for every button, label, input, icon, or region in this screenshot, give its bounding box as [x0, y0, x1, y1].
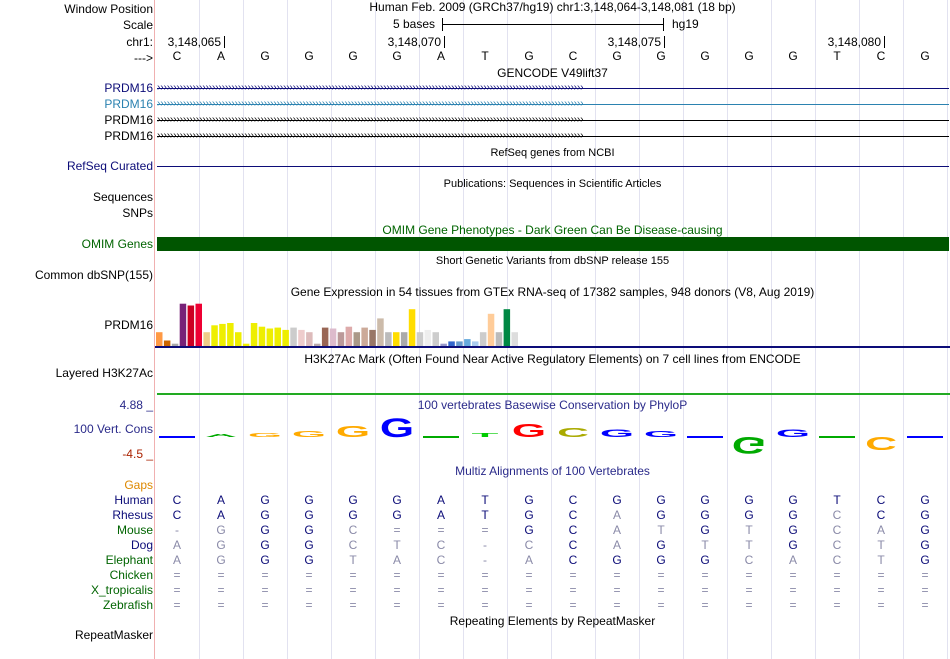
strand-arrows: ›››››››››››››››››››››››››››››››››››››››››››››››››››››››››››››››››››››››››››››››››››››››››››››››››››››››››››››››››››››››››››››››››››› — [157, 130, 584, 141]
conservation-min-label: -4.5 _ — [122, 447, 153, 461]
gencode-transcript-label[interactable]: PRDM16 — [104, 113, 153, 127]
multiz-base: = — [217, 598, 225, 612]
multiz-base: = — [217, 583, 225, 597]
multiz-base: G — [788, 493, 798, 507]
multiz-base: C — [832, 538, 842, 552]
multiz-base: - — [175, 523, 179, 537]
strand-arrows: ›››››››››››››››››››››››››››››››››››››››››››››››››››››››››››››››››››››››››››››››››››››››››››››››››››››››››››››››››››››››››››››››››››› — [157, 114, 584, 125]
multiz-base: C — [876, 493, 886, 507]
multiz-base: C — [524, 538, 534, 552]
multiz-base: G — [348, 493, 358, 507]
multiz-base: G — [260, 553, 270, 567]
multiz-base: G — [260, 508, 270, 522]
reference-base: G — [744, 49, 754, 63]
strand-arrows: ›››››››››››››››››››››››››››››››››››››››››››››››››››››››››››››››››››››››››››››››››››››››››››››››››››››››››››››››››››››››››››››››››››› — [157, 98, 584, 109]
dbsnp-label[interactable]: Common dbSNP(155) — [34, 268, 153, 282]
dbsnp-title: Short Genetic Variants from dbSNP release 155 — [435, 255, 670, 267]
multiz-base: G — [700, 493, 710, 507]
multiz-base: = — [921, 568, 929, 582]
multiz-base: T — [745, 523, 753, 537]
multiz-base: = — [701, 568, 709, 582]
gencode-title: GENCODE V49lift37 — [497, 66, 608, 80]
multiz-base: G — [524, 508, 534, 522]
multiz-base: C — [568, 523, 578, 537]
multiz-base: C — [348, 538, 358, 552]
multiz-base: = — [657, 568, 665, 582]
multiz-title: Multiz Alignments of 100 Vertebrates — [455, 464, 650, 478]
multiz-base: G — [920, 523, 930, 537]
multiz-base: = — [745, 568, 753, 582]
coordinate-label: 3,148,070 — [387, 35, 441, 49]
multiz-base: G — [524, 493, 534, 507]
multiz-base: - — [483, 553, 487, 567]
multiz-base: G — [788, 508, 798, 522]
multiz-base: = — [701, 583, 709, 597]
reference-base: C — [172, 49, 182, 63]
multiz-base: A — [172, 553, 181, 567]
multiz-base: = — [877, 583, 885, 597]
omim-label[interactable]: OMIM Genes — [81, 237, 153, 251]
reference-base: A — [216, 49, 225, 63]
conservation-letter: T — [471, 432, 499, 439]
multiz-base: T — [877, 553, 885, 567]
multiz-base: = — [789, 598, 797, 612]
multiz-base: = — [393, 598, 401, 612]
reference-base: G — [524, 49, 534, 63]
multiz-base: = — [481, 523, 489, 537]
multiz-base: G — [700, 523, 710, 537]
gtex-title: Gene Expression in 54 tissues from GTEx RNA-seq of 17382 samples, 948 donors (V8, Aug 2019) — [290, 285, 815, 299]
multiz-base: G — [656, 508, 666, 522]
multiz-base: = — [173, 568, 181, 582]
multiz-base: G — [304, 493, 314, 507]
multiz-base: A — [612, 523, 621, 537]
multiz-species-label[interactable]: Mouse — [116, 523, 153, 537]
multiz-base: A — [876, 523, 885, 537]
reference-base: G — [612, 49, 622, 63]
conservation-letter: G — [379, 412, 415, 443]
multiz-base: G — [304, 523, 314, 537]
conservation-label[interactable]: 100 Vert. Cons — [73, 422, 153, 436]
multiz-base: C — [568, 508, 578, 522]
multiz-base: A — [216, 508, 225, 522]
multiz-base: = — [657, 583, 665, 597]
multiz-base: A — [172, 538, 181, 552]
multiz-base: = — [305, 598, 313, 612]
multiz-base: G — [700, 553, 710, 567]
multiz-base: = — [217, 568, 225, 582]
multiz-base: G — [656, 553, 666, 567]
scale-label: Scale — [122, 18, 153, 32]
conservation-letter: C — [865, 432, 897, 454]
multiz-base: = — [569, 568, 577, 582]
multiz-base: C — [744, 553, 754, 567]
multiz-base: T — [481, 493, 489, 507]
gtex-label[interactable]: PRDM16 — [104, 318, 153, 332]
multiz-base: = — [437, 523, 445, 537]
multiz-base: = — [437, 568, 445, 582]
conservation-letter: A — [205, 433, 237, 438]
multiz-base: = — [833, 568, 841, 582]
multiz-base: = — [349, 568, 357, 582]
multiz-base: T — [349, 553, 357, 567]
conservation-letter: G — [775, 427, 811, 440]
multiz-base: A — [612, 508, 621, 522]
multiz-base: G — [788, 523, 798, 537]
reference-base: G — [348, 49, 358, 63]
multiz-base: A — [436, 508, 445, 522]
reference-base: G — [392, 49, 402, 63]
multiz-base: G — [392, 508, 402, 522]
reference-base: C — [876, 49, 886, 63]
conservation-letter: G — [731, 431, 767, 459]
coordinate-label: 3,148,080 — [827, 35, 881, 49]
multiz-species-label[interactable]: Dog — [130, 538, 153, 552]
publications-snps-label[interactable]: SNPs — [122, 206, 153, 220]
omim-title: OMIM Gene Phenotypes - Dark Green Can Be Disease-causing — [382, 223, 723, 237]
multiz-base: G — [788, 538, 798, 552]
multiz-base: = — [261, 568, 269, 582]
multiz-base: = — [613, 598, 621, 612]
multiz-base: - — [483, 538, 487, 552]
multiz-base: = — [745, 583, 753, 597]
multiz-gaps-label[interactable]: Gaps — [124, 478, 153, 492]
conservation-letter: G — [335, 422, 371, 441]
multiz-base: G — [524, 523, 534, 537]
multiz-base: G — [260, 523, 270, 537]
multiz-base: A — [524, 553, 533, 567]
publications-title: Publications: Sequences in Scientific Articles — [443, 178, 662, 190]
strand-label: ---> — [134, 51, 153, 65]
multiz-base: = — [481, 598, 489, 612]
multiz-base: C — [172, 493, 182, 507]
reference-base: G — [656, 49, 666, 63]
conservation-title: 100 vertebrates Basewise Conservation by PhyloP — [417, 398, 688, 412]
multiz-base: C — [172, 508, 182, 522]
multiz-base: T — [877, 538, 885, 552]
repeatmasker-title: Repeating Elements by RepeatMasker — [449, 614, 656, 628]
multiz-base: C — [568, 553, 578, 567]
multiz-base: = — [305, 568, 313, 582]
multiz-base: A — [788, 553, 797, 567]
conservation-letter: G — [291, 429, 327, 439]
multiz-base: G — [744, 493, 754, 507]
multiz-base: = — [569, 583, 577, 597]
multiz-base: T — [481, 508, 489, 522]
multiz-base: = — [789, 583, 797, 597]
multiz-base: = — [437, 598, 445, 612]
multiz-base: = — [877, 568, 885, 582]
gencode-transcript-label[interactable]: PRDM16 — [104, 129, 153, 143]
multiz-base: G — [304, 538, 314, 552]
multiz-base: = — [525, 598, 533, 612]
multiz-base: = — [613, 583, 621, 597]
reference-base: G — [260, 49, 270, 63]
multiz-base: G — [304, 508, 314, 522]
multiz-species-label[interactable]: Human — [114, 493, 153, 507]
reference-base: C — [568, 49, 578, 63]
multiz-base: = — [525, 568, 533, 582]
multiz-base: = — [437, 583, 445, 597]
conservation-letter: C — [557, 425, 589, 440]
multiz-species-label[interactable]: X_tropicalis — [90, 583, 153, 597]
multiz-base: G — [216, 523, 226, 537]
refseq-title: RefSeq genes from NCBI — [490, 147, 615, 159]
multiz-base: = — [261, 583, 269, 597]
multiz-base: = — [261, 598, 269, 612]
multiz-base: = — [481, 583, 489, 597]
multiz-base: T — [833, 493, 841, 507]
multiz-base: C — [876, 508, 886, 522]
multiz-base: A — [612, 538, 621, 552]
multiz-base: = — [393, 523, 401, 537]
multiz-base: G — [920, 553, 930, 567]
multiz-base: = — [349, 583, 357, 597]
multiz-base: A — [392, 553, 401, 567]
multiz-base: = — [525, 583, 533, 597]
multiz-base: T — [745, 538, 753, 552]
conservation-letter: G — [643, 429, 679, 439]
multiz-base: G — [744, 508, 754, 522]
conservation-bar — [907, 436, 943, 438]
multiz-base: G — [656, 538, 666, 552]
multiz-base: G — [216, 538, 226, 552]
multiz-base: G — [700, 508, 710, 522]
multiz-base: = — [349, 598, 357, 612]
multiz-base: G — [920, 538, 930, 552]
window-position-value: Human Feb. 2009 (GRCh37/hg19) chr1:3,148,064-3,148,081 (18 bp) — [369, 0, 736, 14]
multiz-base: = — [481, 568, 489, 582]
multiz-base: G — [920, 493, 930, 507]
h3k27ac-label[interactable]: Layered H3K27Ac — [55, 366, 153, 380]
multiz-base: A — [436, 493, 445, 507]
multiz-base: G — [304, 553, 314, 567]
multiz-base: C — [832, 523, 842, 537]
conservation-bar — [423, 436, 459, 438]
multiz-species-label[interactable]: Rhesus — [112, 508, 153, 522]
reference-base: A — [436, 49, 445, 63]
conservation-letter: G — [511, 420, 547, 442]
coordinate-label: 3,148,075 — [607, 35, 661, 49]
multiz-base: = — [921, 583, 929, 597]
multiz-base: = — [833, 598, 841, 612]
multiz-base: = — [569, 598, 577, 612]
multiz-base: = — [877, 598, 885, 612]
multiz-base: C — [436, 538, 446, 552]
conservation-bar — [687, 436, 723, 438]
refseq-label[interactable]: RefSeq Curated — [66, 159, 153, 173]
multiz-base: C — [436, 553, 446, 567]
repeatmasker-label[interactable]: RepeatMasker — [74, 628, 153, 642]
multiz-species-label[interactable]: Chicken — [109, 568, 153, 582]
multiz-base: A — [216, 493, 225, 507]
multiz-base: G — [392, 493, 402, 507]
multiz-base: = — [393, 583, 401, 597]
multiz-base: = — [701, 598, 709, 612]
reference-base: G — [700, 49, 710, 63]
multiz-base: G — [612, 553, 622, 567]
multiz-base: = — [613, 568, 621, 582]
multiz-base: G — [612, 493, 622, 507]
scale-assembly: hg19 — [672, 17, 699, 31]
multiz-base: C — [568, 538, 578, 552]
multiz-species-label[interactable]: Zebrafish — [102, 598, 153, 612]
multiz-base: T — [393, 538, 401, 552]
multiz-base: G — [260, 493, 270, 507]
multiz-base: C — [832, 508, 842, 522]
multiz-base: C — [832, 553, 842, 567]
multiz-species-label[interactable]: Elephant — [105, 553, 153, 567]
conservation-letter: G — [599, 427, 635, 440]
multiz-base: = — [921, 598, 929, 612]
publications-sequences-label[interactable]: Sequences — [92, 190, 153, 204]
multiz-base: G — [920, 508, 930, 522]
conservation-bar — [159, 436, 195, 438]
multiz-base: = — [833, 583, 841, 597]
multiz-base: G — [216, 553, 226, 567]
multiz-base: C — [568, 493, 578, 507]
multiz-base: C — [348, 523, 358, 537]
h3k27ac-title: H3K27Ac Mark (Often Found Near Active Regulatory Elements) on 7 cell lines from ENCODE — [304, 352, 801, 366]
gencode-transcript-label[interactable]: PRDM16 — [104, 97, 153, 111]
gencode-transcript-label[interactable]: PRDM16 — [104, 81, 153, 95]
reference-base: G — [304, 49, 314, 63]
multiz-base: G — [260, 538, 270, 552]
window-position-label: Window Position — [64, 2, 153, 16]
reference-base: T — [833, 49, 841, 63]
multiz-base: = — [305, 583, 313, 597]
strand-arrows: ›››››››››››››››››››››››››››››››››››››››››››››››››››››››››››››››››››››››››››››››››››››››››››››››››››››››››››››››››››››››››››››››››››› — [157, 82, 584, 93]
multiz-base: = — [789, 568, 797, 582]
conservation-bar — [819, 436, 855, 438]
chrom-label: chr1: — [126, 35, 153, 49]
multiz-base: = — [173, 598, 181, 612]
scale-value: 5 bases — [393, 17, 436, 31]
multiz-base: G — [348, 508, 358, 522]
reference-base: T — [481, 49, 489, 63]
multiz-base: T — [701, 538, 709, 552]
multiz-base: G — [656, 493, 666, 507]
conservation-letter: G — [247, 432, 283, 439]
multiz-base: = — [173, 583, 181, 597]
reference-base: G — [920, 49, 930, 63]
conservation-max-label: 4.88 _ — [119, 398, 153, 412]
multiz-base: = — [657, 598, 665, 612]
multiz-base: = — [745, 598, 753, 612]
coordinate-label: 3,148,065 — [167, 35, 221, 49]
reference-base: G — [788, 49, 798, 63]
multiz-base: = — [393, 568, 401, 582]
multiz-base: T — [657, 523, 665, 537]
